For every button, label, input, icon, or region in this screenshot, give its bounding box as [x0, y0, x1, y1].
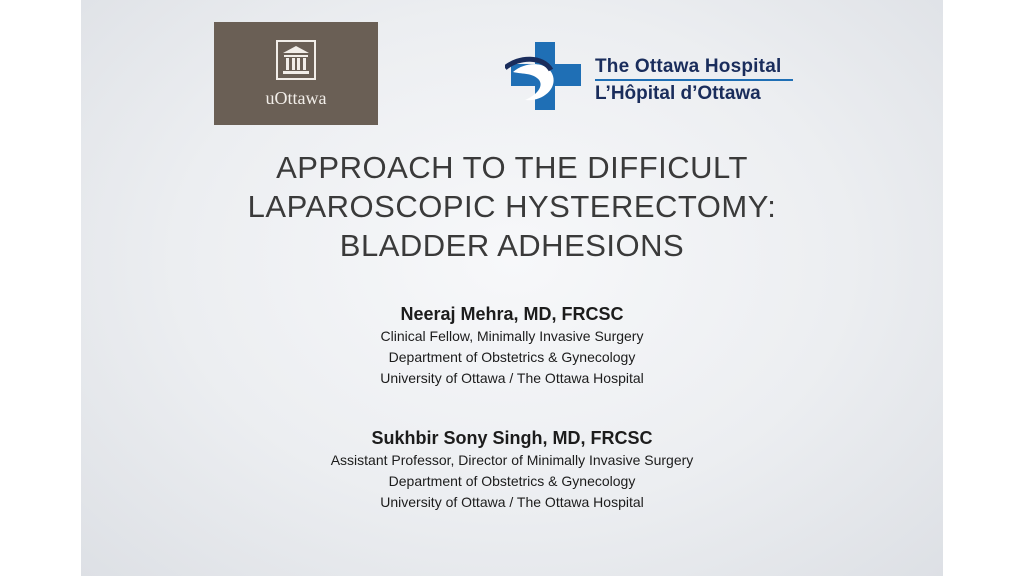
university-building-icon	[276, 40, 316, 80]
author-block-2	[81, 426, 943, 513]
title-line-2: LAPAROSCOPIC HYSTERECTOMY:	[247, 189, 777, 224]
author-name: Neeraj Mehra, MD, FRCSC	[400, 304, 624, 324]
author-affiliation: Clinical Fellow, Minimally Invasive Surgery	[380, 328, 644, 344]
author-name: Sukhbir Sony Singh, MD, FRCSC	[371, 428, 653, 448]
author-affiliation: University of Ottawa / The Ottawa Hospital	[380, 494, 644, 510]
author-affiliation: University of Ottawa / The Ottawa Hospital	[380, 370, 644, 386]
title-line-3: BLADDER ADHESIONS	[339, 228, 685, 263]
hospital-name-french: L’Hôpital d’Ottawa	[595, 83, 761, 104]
hospital-name-divider	[595, 79, 793, 81]
title-line-1: APPROACH TO THE DIFFICULT	[276, 150, 748, 185]
uottawa-wordmark: uOttawa	[265, 88, 327, 108]
author-affiliation: Department of Obstetrics & Gynecology	[388, 349, 636, 365]
hospital-cross-icon	[505, 42, 581, 110]
uottawa-logo	[214, 22, 378, 125]
title-slide	[81, 0, 943, 576]
hospital-name-english: The Ottawa Hospital	[595, 56, 782, 77]
slide-title	[81, 148, 943, 265]
author-affiliation: Assistant Professor, Director of Minimally Invasive Surgery	[330, 452, 694, 468]
author-block-1	[81, 302, 943, 389]
author-affiliation: Department of Obstetrics & Gynecology	[388, 473, 636, 489]
ottawa-hospital-logo	[505, 42, 805, 112]
